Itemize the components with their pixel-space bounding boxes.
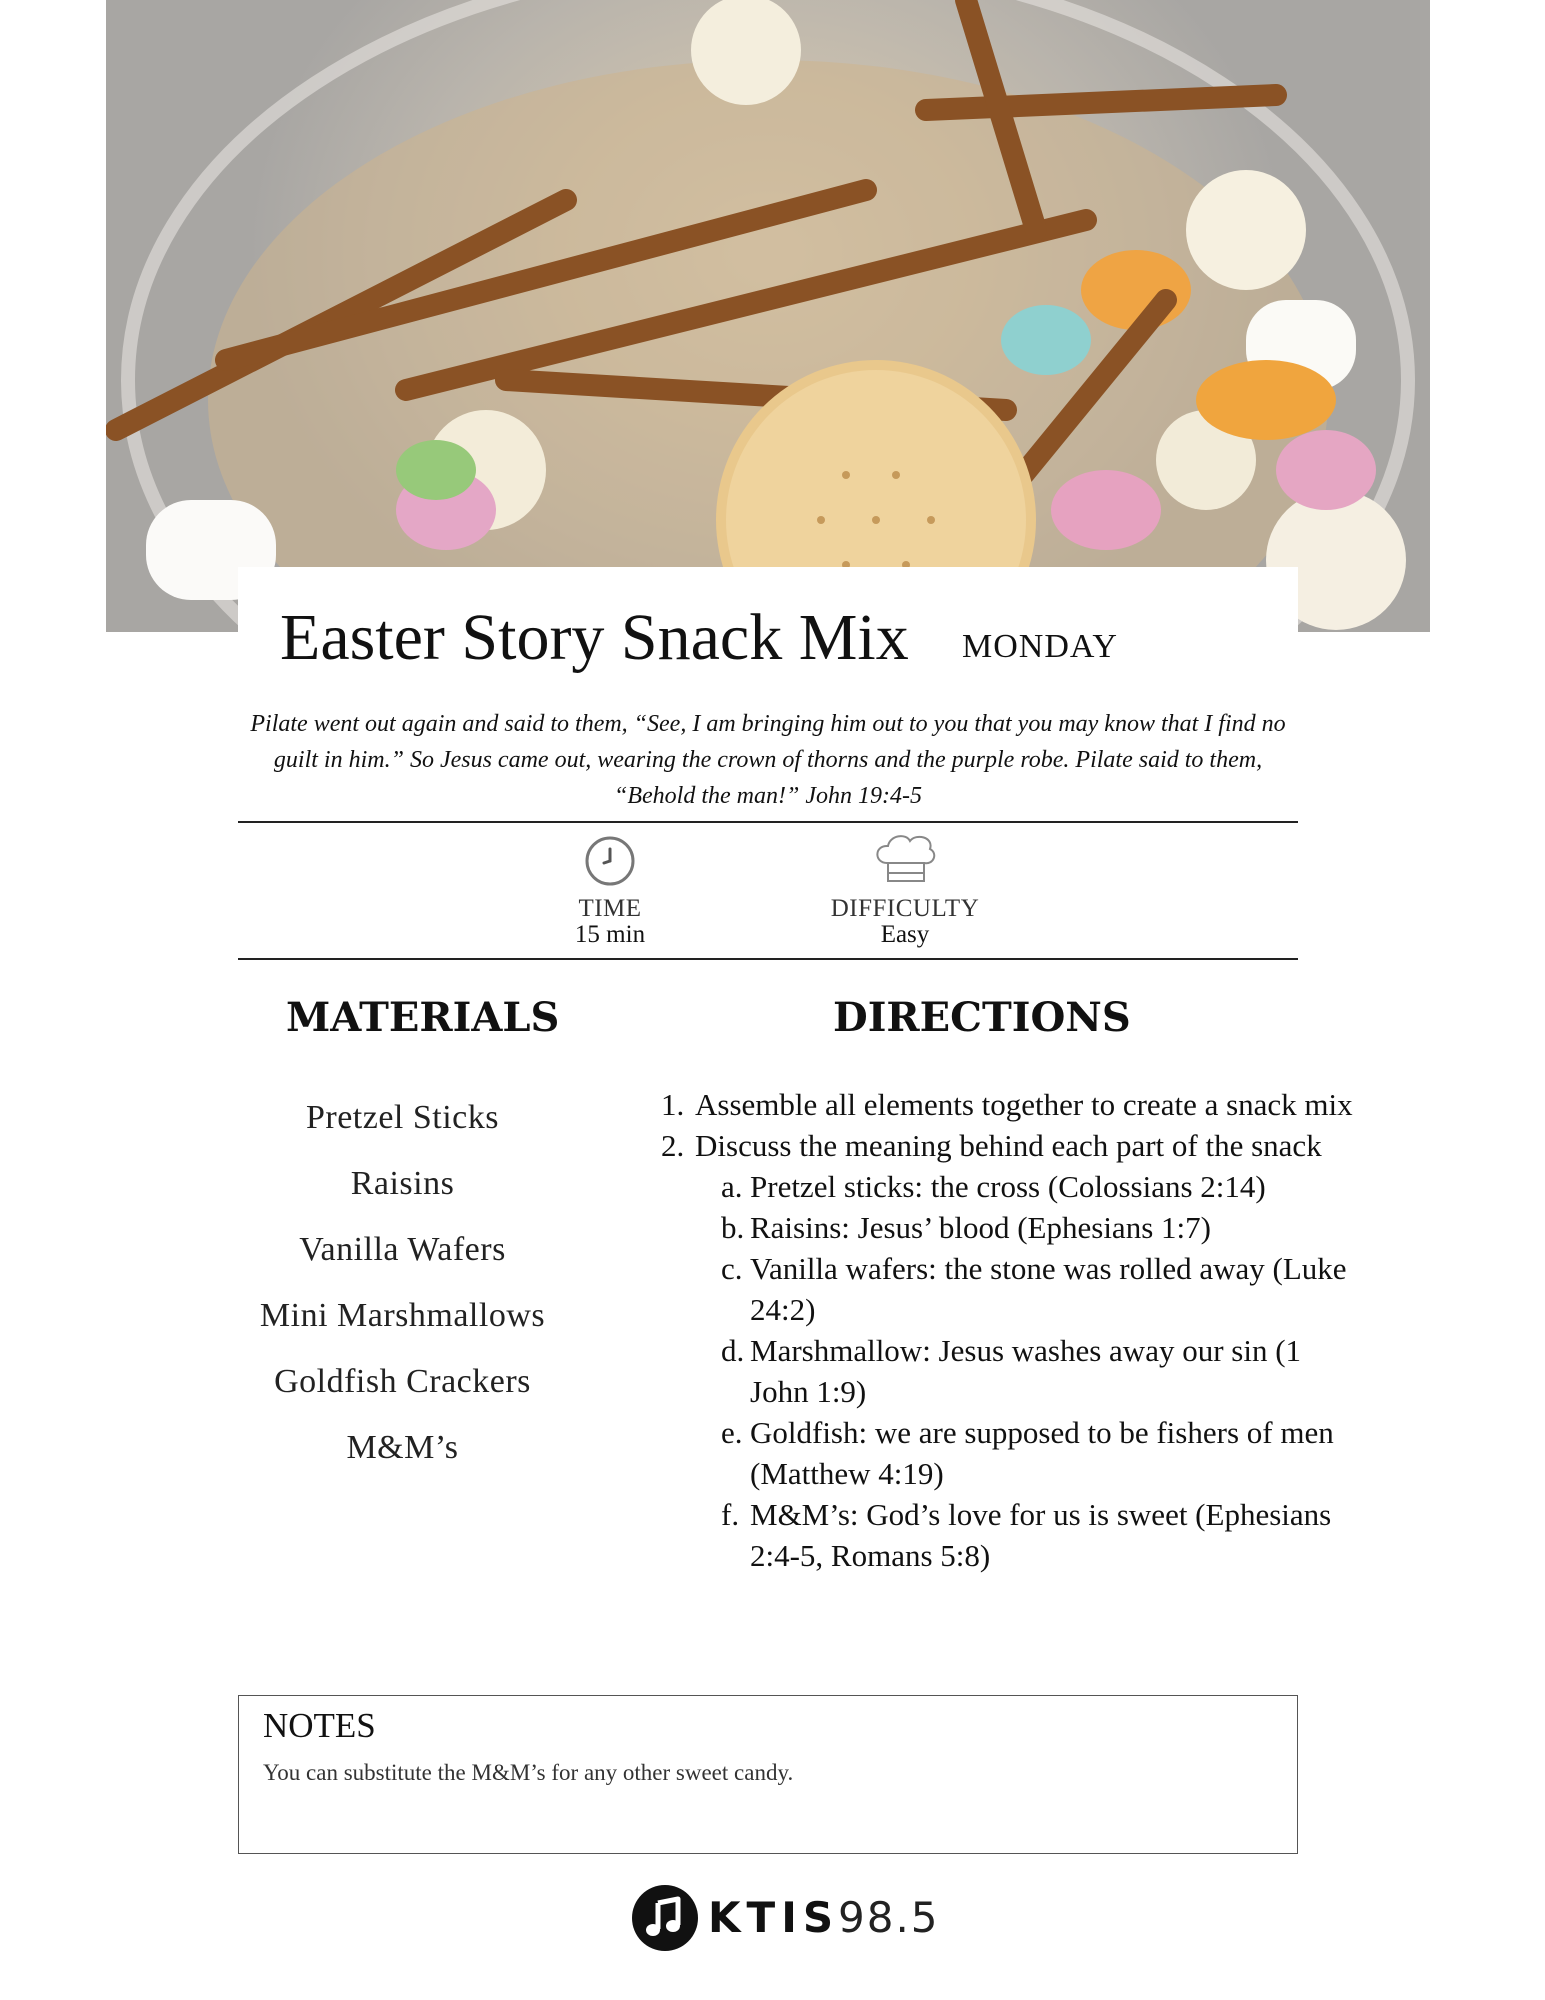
sub-step-letter: b.	[721, 1210, 745, 1245]
notes-box	[238, 1695, 1298, 1854]
sub-steps-list	[695, 1166, 1355, 1576]
sub-step	[655, 1330, 1355, 1412]
sub-step-text: M&M’s: God’s love for us is sweet (Ephesians 2:4-5, Romans 5:8)	[750, 1497, 1332, 1573]
direction-step	[655, 1125, 1355, 1576]
sub-step	[655, 1166, 1355, 1207]
sub-step-text: Vanilla wafers: the stone was rolled away (Luke 24:2)	[750, 1251, 1347, 1327]
material-item: Goldfish Crackers	[274, 1363, 531, 1400]
sub-step-letter: f.	[721, 1497, 740, 1532]
time-icon	[584, 835, 636, 887]
material-item: M&M’s	[346, 1429, 459, 1466]
divider-bottom	[238, 958, 1298, 960]
day-label: MONDAY	[962, 628, 1118, 665]
scripture-verse: Pilate went out again and said to them, “See, I am bringing him out to you that you may know that I find no guilt in him.” So Jesus came out, wearing the crown of thorns and the purple robe. Pilate said to them, “Behold the man!” John 19:4-5	[250, 711, 1286, 809]
sub-step	[655, 1248, 1355, 1330]
materials-heading: MATERIALS	[286, 994, 560, 1041]
sub-step-letter: d.	[721, 1333, 745, 1368]
step-number: 1.	[661, 1087, 685, 1122]
logo-frequency: 98.5	[838, 1893, 940, 1942]
step-number: 2.	[661, 1128, 685, 1163]
direction-step	[655, 1084, 1355, 1125]
directions-heading: DIRECTIONS	[833, 994, 1131, 1041]
sub-step-text: Pretzel sticks: the cross (Colossians 2:14)	[750, 1169, 1266, 1204]
material-item: Vanilla Wafers	[299, 1231, 506, 1268]
sub-step-letter: e.	[721, 1415, 743, 1450]
sub-step-letter: a.	[721, 1169, 743, 1204]
step-text: Discuss the meaning behind each part of the snack	[695, 1128, 1322, 1163]
snack-mix-photo	[106, 0, 1430, 632]
sub-step-text: Marshmallow: Jesus washes away our sin (1 John 1:9)	[750, 1333, 1302, 1409]
material-item: Pretzel Sticks	[305, 1099, 500, 1136]
sub-step	[655, 1412, 1355, 1494]
materials-list	[240, 1085, 565, 1481]
sub-step-text: Goldfish: we are supposed to be fishers of men (Matthew 4:19)	[750, 1415, 1334, 1491]
material-item: Raisins	[350, 1165, 455, 1202]
notes-title: NOTES	[263, 1706, 376, 1745]
sub-step-text: Raisins: Jesus’ blood (Ephesians 1:7)	[750, 1210, 1211, 1245]
chef-hat-icon	[872, 833, 938, 887]
material-item: Mini Marshmallows	[259, 1297, 546, 1334]
logo-brand: KTIS	[708, 1893, 840, 1942]
hero-photo	[106, 0, 1430, 632]
directions-list	[655, 1084, 1355, 1576]
notes-text: You can substitute the M&M’s for any other sweet candy.	[263, 1760, 794, 1785]
divider-top	[238, 821, 1298, 823]
sub-step-letter: c.	[721, 1251, 743, 1286]
time-meta	[530, 896, 690, 948]
difficulty-meta	[800, 896, 1010, 948]
sub-step	[655, 1494, 1355, 1576]
recipe-title: Easter Story Snack Mix	[280, 601, 909, 674]
sub-step	[655, 1207, 1355, 1248]
music-note-icon	[632, 1885, 698, 1951]
step-text: Assemble all elements together to create a snack mix	[695, 1087, 1353, 1122]
difficulty-label: DIFFICULTY	[830, 895, 980, 922]
difficulty-value: Easy	[880, 921, 930, 948]
time-label: TIME	[578, 895, 642, 922]
time-value: 15 min	[574, 921, 646, 948]
